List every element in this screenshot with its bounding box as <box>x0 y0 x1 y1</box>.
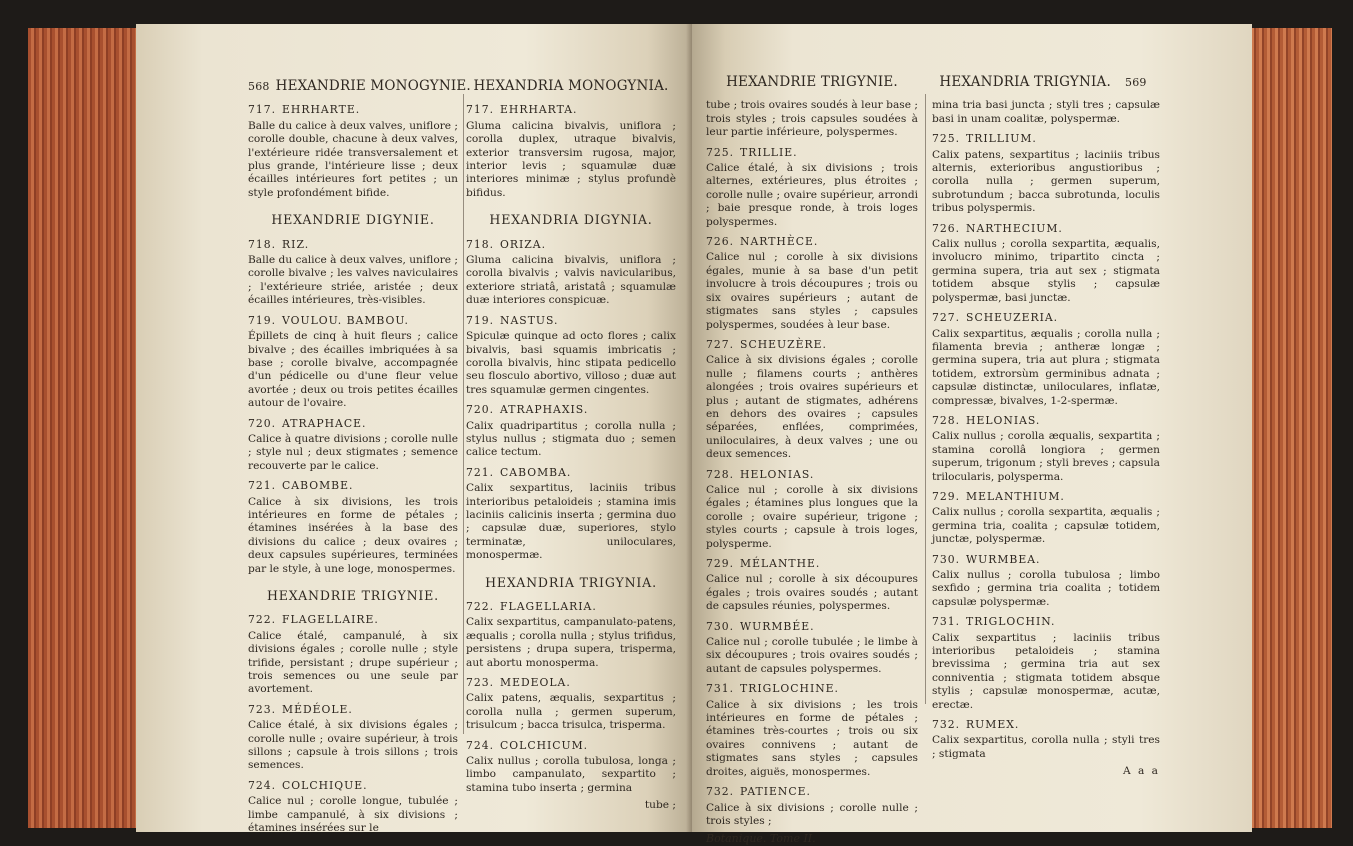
genus-entry <box>706 785 918 828</box>
genus-entry <box>248 613 458 696</box>
entry-number: 727. <box>706 337 735 351</box>
genus-heading <box>932 615 1160 628</box>
genus-name: MÉLANTHE. <box>740 557 821 570</box>
genus-description: Calice nul ; corolle tubulée ; le limbe à six découpures ; trois ovaires soudés ; autant de capsules polyspermes. <box>706 636 918 675</box>
entry-number: 725. <box>706 145 735 159</box>
genus-entry <box>248 417 458 474</box>
genus-description: Calix nullus ; corolla æqualis, sexpartita ; stamina corollâ longiora ; germen superum, trigonum ; styli breves ; capsula trilocularis, polysperma. <box>932 430 1160 483</box>
genus-description: Calix sexpartitus, laciniis tribus interioribus petaloideis ; stamina imis laciniis calicinis inserta ; germina duo ; capsulæ duæ, superiores, stylo terminatæ, uniloculares, monospermæ. <box>466 482 676 562</box>
genus-heading <box>706 682 918 695</box>
genus-name: HELONIAS. <box>740 467 815 481</box>
right-page <box>692 24 1252 846</box>
genus-description: Calice nul ; corolle à six divisions égales ; étamines plus longues que la corolle ; ovaire supérieur, trigone ; styles courts ; capsule à trois loges, polysperme. <box>706 483 918 550</box>
genus-name: MÉDÉOLE. <box>282 702 353 716</box>
right-page-latin-column <box>932 76 1160 826</box>
genus-name: HELONIAS. <box>966 413 1041 427</box>
entry-number: 726. <box>932 221 961 235</box>
genus-entry <box>932 311 1160 408</box>
running-header: HEXANDRIA MONOGYNIA. <box>473 78 669 94</box>
entry-number: 729. <box>932 489 961 503</box>
genus-name: EHRHARTA. <box>500 103 578 117</box>
genus-heading <box>706 146 918 159</box>
genus-heading <box>466 238 676 251</box>
section-title: HEXANDRIA TRIGYNIA. <box>485 574 657 590</box>
entry-number: 720. <box>466 403 495 417</box>
running-header: HEXANDRIE TRIGYNIE. <box>726 74 898 90</box>
genus-heading <box>248 417 458 430</box>
entry-number: 718. <box>248 237 277 251</box>
entry-number: 726. <box>706 235 735 249</box>
genus-heading <box>932 311 1160 324</box>
genus-heading <box>706 620 918 633</box>
continuation-text: mina tria basi juncta ; styli tres ; capsulæ basi in unam coalitæ, polyspermæ. <box>932 99 1160 125</box>
entry-number: 730. <box>706 619 735 633</box>
genus-heading <box>932 553 1160 566</box>
genus-description: Calice nul ; corolle longue, tubulée ; limbe campanulé, à six divisions ; étamines insérées sur le <box>248 795 458 835</box>
running-header <box>932 76 1160 89</box>
signature-mark: A a a <box>1122 765 1160 778</box>
entry-number: 729. <box>706 557 735 570</box>
footer: Botanique. Tome II. <box>706 832 816 846</box>
genus-description: Gluma calicina bivalvis, uniflora ; corolla duplex, utraque bivalvis, exterior transversim rugosa, major, interior levis ; squamulæ duæ interiores minimæ ; stylus profundè bifidus. <box>466 119 676 199</box>
entry-number: 730. <box>932 552 961 566</box>
genus-description: Balle du calice à deux valves, uniflore ; corolle bivalve ; les valves naviculaires ; l'extérieure striée, aristée ; deux écailles intérieures, très-visibles. <box>248 254 458 307</box>
genus-entry <box>466 466 676 563</box>
genus-heading <box>466 676 676 689</box>
genus-entry <box>932 718 1160 761</box>
entry-number: 728. <box>932 413 961 427</box>
entry-number: 732. <box>932 718 961 732</box>
genus-heading <box>706 785 918 798</box>
column-rule <box>463 94 464 734</box>
genus-entry <box>932 490 1160 547</box>
genus-description: Calice étalé, campanulé, à six divisions égales ; corolle nulle ; style trifide, persistant ; drupe supérieur ; trois semences ou une seule par avortement. <box>248 629 458 696</box>
genus-entry <box>466 314 676 397</box>
genus-name: WURMBEA. <box>966 552 1041 566</box>
genus-name: NASTUS. <box>500 313 559 327</box>
genus-name: ATRAPHAXIS. <box>500 403 589 417</box>
genus-name: RUMEX. <box>966 718 1020 732</box>
entry-number: 732. <box>706 785 735 799</box>
genus-description: Calix patens, sexpartitus ; laciniis tribus alternis, exterioribus angustioribus ; corolla nulla ; germen superum, subrotundum ; bacca subrotunda, loculis tribus polyspermis. <box>932 148 1160 215</box>
genus-heading <box>706 468 918 481</box>
left-page-french-column <box>248 78 471 835</box>
genus-heading <box>932 414 1160 427</box>
genus-name: FLAGELLAIRE. <box>282 613 379 627</box>
genus-heading <box>706 557 918 570</box>
entry-number: 722. <box>248 613 277 627</box>
genus-name: COLCHICUM. <box>500 738 589 752</box>
genus-heading <box>248 779 458 792</box>
genus-entry <box>932 414 1160 484</box>
entries-container <box>248 103 458 835</box>
entry-number: 718. <box>466 237 495 251</box>
entry-number: 721. <box>248 479 277 493</box>
genus-name: NARTHECIUM. <box>966 221 1063 235</box>
genus-entry <box>466 676 676 733</box>
genus-heading <box>466 466 676 479</box>
genus-name: FLAGELLARIA. <box>500 600 597 613</box>
genus-description: Calix sexpartitus, æqualis ; corolla nulla ; filamenta brevia ; antheræ longæ ; germina supera, tria aut plura ; stigmata totidem, extrorsùm germinibus adnata ; capsulæ distinctæ, uniloculares, inflatæ, compressæ, bivalves, 1-2-spermæ. <box>932 327 1160 407</box>
genus-heading <box>466 103 676 116</box>
genus-description: Spiculæ quinque ad octo flores ; calix bivalvis, basi squamis imbricatis ; corolla bivalvis, hinc stipata pedicello seu flosculo abortivo, villoso ; duæ aut tres squamulæ germen cingentes. <box>466 330 676 396</box>
genus-description: Calix nullus ; corolla sexpartita, æqualis, involucro minimo, tripartito cincta ; germina supera, tria aut sex ; stigmata totidem absque stylis ; capsulæ polyspermæ, basi junctæ. <box>932 238 1160 304</box>
entry-number: 719. <box>466 313 495 327</box>
genus-entry <box>706 620 918 677</box>
section-title: HEXANDRIA DIGYNIA. <box>489 212 653 228</box>
genus-name: NARTHÈCE. <box>740 235 819 249</box>
genus-name: MEDEOLA. <box>500 676 571 690</box>
entry-number: 723. <box>248 702 277 716</box>
left-page <box>136 24 692 835</box>
entry-number: 727. <box>932 311 961 325</box>
genus-name: CABOMBE. <box>282 479 354 493</box>
genus-name: WURMBÉE. <box>740 619 815 633</box>
entry-number: 723. <box>466 676 495 690</box>
genus-name: VOULOU. BAMBOU. <box>282 313 409 327</box>
genus-description: Calix sexpartitus ; laciniis tribus interioribus petaloideis ; stamina brevissima ; germina tria aut sex conniventia ; stigmata totidem absque stylis ; capsulæ monospermæ, acutæ, erectæ. <box>932 631 1160 711</box>
genus-description: Calice étalé, à six divisions égales ; corolle nulle ; ovaire supérieur, à trois sillons ; capsule à trois sillons ; trois semences. <box>248 719 458 772</box>
genus-description: Balle du calice à deux valves, uniflore ; corolle double, chacune à deux valves, l'extérieure ridée transversalement et plus grande, l'intérieure lisse ; deux écailles intérieures fort petites ; un style profondément bifide. <box>248 119 458 199</box>
entry-number: 725. <box>932 132 961 146</box>
genus-name: COLCHIQUE. <box>282 778 368 792</box>
genus-name: ORIZA. <box>500 237 547 251</box>
genus-entry <box>466 403 676 460</box>
genus-entry <box>466 238 676 308</box>
genus-entry <box>932 222 1160 305</box>
entries-container <box>466 103 676 795</box>
genus-heading <box>706 235 918 248</box>
genus-description: Calix quadripartitus ; corolla nulla ; stylus nullus ; stigmata duo ; semen calice tectum. <box>466 419 676 459</box>
genus-heading <box>248 238 458 251</box>
genus-name: RIZ. <box>282 237 310 251</box>
genus-heading <box>466 403 676 416</box>
genus-name: ATRAPHACE. <box>282 416 367 430</box>
entries-container <box>932 132 1160 761</box>
genus-name: EHRHARTE. <box>282 103 361 117</box>
genus-description: Calix patens, æqualis, sexpartitus ; corolla nulla ; germen superum, trisulcum ; bacca trisulca, trisperma. <box>466 692 676 732</box>
genus-description: Calix sexpartitus, corolla nulla ; styli tres ; stigmata <box>932 734 1160 760</box>
genus-description: Calice à six divisions, les trois intérieures en forme de pétales ; étamines insérées à la base des divisions du calice ; deux ovaires ; deux capsules supérieures, terminées par le style, à une loge, monospermes. <box>248 495 458 575</box>
genus-heading <box>248 703 458 716</box>
entry-number: 722. <box>466 600 495 613</box>
genus-heading <box>932 132 1160 145</box>
section-title: HEXANDRIE TRIGYNIE. <box>267 588 439 603</box>
genus-description: Calix sexpartitus, campanulato-patens, æqualis ; corolla nulla ; stylus trifidus, persistens ; drupa supera, trisperma, aut abortu monosperma. <box>466 616 676 669</box>
genus-description: Épillets de cinq à huit fleurs ; calice bivalve ; des écailles imbriquées à sa base ; corolle bivalve, accompagnée d'un pédicelle ou d'une fleur velue avortée ; deux ou trois petites écailles autour de l'ovaire. <box>248 330 458 410</box>
left-page-latin-column <box>466 80 676 820</box>
entry-number: 728. <box>706 467 735 481</box>
page-edges-left <box>28 28 140 828</box>
header-title: HEXANDRIA TRIGYNIA. <box>939 74 1112 90</box>
genus-entry <box>932 615 1160 712</box>
genus-description: Calix nullus ; corolla tubulosa, longa ; limbo campanulato, sexpartito ; stamina tubo inserta ; germina <box>466 755 676 794</box>
genus-heading <box>248 314 458 327</box>
genus-heading <box>932 222 1160 235</box>
genus-name: TRIGLOCHIN. <box>966 615 1056 629</box>
genus-entry <box>706 682 918 779</box>
entry-number: 724. <box>248 778 277 792</box>
catchword: tube ; <box>644 799 676 812</box>
entry-number: 717. <box>466 103 495 117</box>
page-edges-right <box>1240 28 1332 828</box>
entry-number: 720. <box>248 416 277 430</box>
genus-heading <box>248 479 458 492</box>
genus-heading <box>466 739 676 752</box>
genus-description: Calice nul ; corolle à six découpures égales ; trois ovaires soudés ; autant de capsules réunies, polyspermes. <box>706 573 918 613</box>
genus-entry <box>466 739 676 796</box>
genus-name: TRILLIE. <box>740 145 798 159</box>
entry-number: 731. <box>932 615 961 629</box>
genus-heading <box>466 600 676 613</box>
genus-description: Calix nullus ; corolla sexpartita, æqualis ; germina tria, coalita ; capsulæ totidem, junctæ, polyspermæ. <box>932 506 1160 546</box>
genus-entry <box>706 557 918 614</box>
genus-description: Calice nul ; corolle à six divisions égales, munie à sa base d'un petit involucre à trois découpures ; trois ou six ovaires supérieurs ; autant de stigmates sans styles ; capsules polyspermes, soudées à leur base. <box>706 251 918 331</box>
entry-number: 731. <box>706 682 735 696</box>
column-rule <box>925 94 926 704</box>
genus-name: TRILLIUM. <box>966 132 1037 146</box>
genus-heading <box>248 103 458 116</box>
entry-number: 721. <box>466 465 495 479</box>
genus-description: Calice à six divisions ; les trois intérieures en forme de pétales ; étamines très-courtes ; trois ou six ovaires connivens ; autant de stigmates sans styles ; capsules droites, aiguës, monospermes. <box>706 698 918 778</box>
page-number: 568 <box>248 80 270 93</box>
continuation-text: tube ; trois ovaires soudés à leur base ; trois styles ; trois capsules soudées à leur partie inférieure, polyspermes. <box>706 99 918 139</box>
genus-entry <box>706 338 918 462</box>
entries-container <box>706 146 918 829</box>
running-header <box>248 78 471 94</box>
right-page-french-column <box>706 74 918 846</box>
genus-description: Calice étalé, à six divisions ; trois alternes, extérieures, plus étroites ; corolle nulle ; ovaire supérieur, arrondi ; baie presque ronde, à trois loges polyspermes. <box>706 162 918 228</box>
genus-entry <box>466 600 676 670</box>
section-title: HEXANDRIE DIGYNIE. <box>271 212 435 228</box>
genus-entry <box>248 703 458 773</box>
genus-name: MELANTHIUM. <box>966 489 1065 503</box>
genus-name: CABOMBA. <box>500 465 572 479</box>
genus-entry <box>248 103 458 200</box>
genus-heading <box>932 490 1160 503</box>
genus-description: Calice à six divisions égales ; corolle nulle ; filamens courts ; anthères alongées ; trois ovaires supérieurs et plus ; autant de stigmates, adhérens en dehors des ovaires ; capsules séparées, enflées, comprimées, uniloculaires, à deux valves ; une ou deux semences. <box>706 354 918 461</box>
genus-description: Gluma calicina bivalvis, uniflora ; corolla bivalvis ; valvis navicularibus, exteriore striatâ, aristatâ ; squamulæ duæ interiores conspicuæ. <box>466 254 676 307</box>
genus-heading <box>706 338 918 351</box>
entry-number: 719. <box>248 313 277 327</box>
genus-heading <box>932 718 1160 731</box>
genus-heading <box>466 314 676 327</box>
genus-entry <box>706 146 918 229</box>
genus-entry <box>932 553 1160 610</box>
genus-description: Calice à quatre divisions ; corolle nulle ; style nul ; deux stigmates ; semence recouverte par le calice. <box>248 432 458 472</box>
genus-entry <box>932 132 1160 215</box>
genus-entry <box>248 779 458 836</box>
genus-name: TRIGLOCHINE. <box>740 682 839 696</box>
entry-number: 717. <box>248 103 277 117</box>
header-title: HEXANDRIE MONOGYNIE. <box>275 78 471 94</box>
genus-entry <box>466 103 676 200</box>
genus-name: SCHEUZÈRE. <box>740 337 827 351</box>
genus-description: Calice à six divisions ; corolle nulle ; trois styles ; <box>706 801 918 827</box>
genus-description: Calix nullus ; corolla tubulosa ; limbo sexfido ; germina tria coalita ; totidem capsulæ polyspermæ. <box>932 569 1160 608</box>
entry-number: 724. <box>466 738 495 752</box>
genus-entry <box>248 238 458 308</box>
genus-heading <box>248 613 458 626</box>
page-number: 569 <box>1125 76 1147 89</box>
genus-name: SCHEUZERIA. <box>966 311 1059 325</box>
genus-entry <box>248 314 458 411</box>
genus-entry <box>706 235 918 332</box>
genus-entry <box>706 468 918 551</box>
genus-name: PATIENCE. <box>740 785 811 799</box>
genus-entry <box>248 479 458 576</box>
